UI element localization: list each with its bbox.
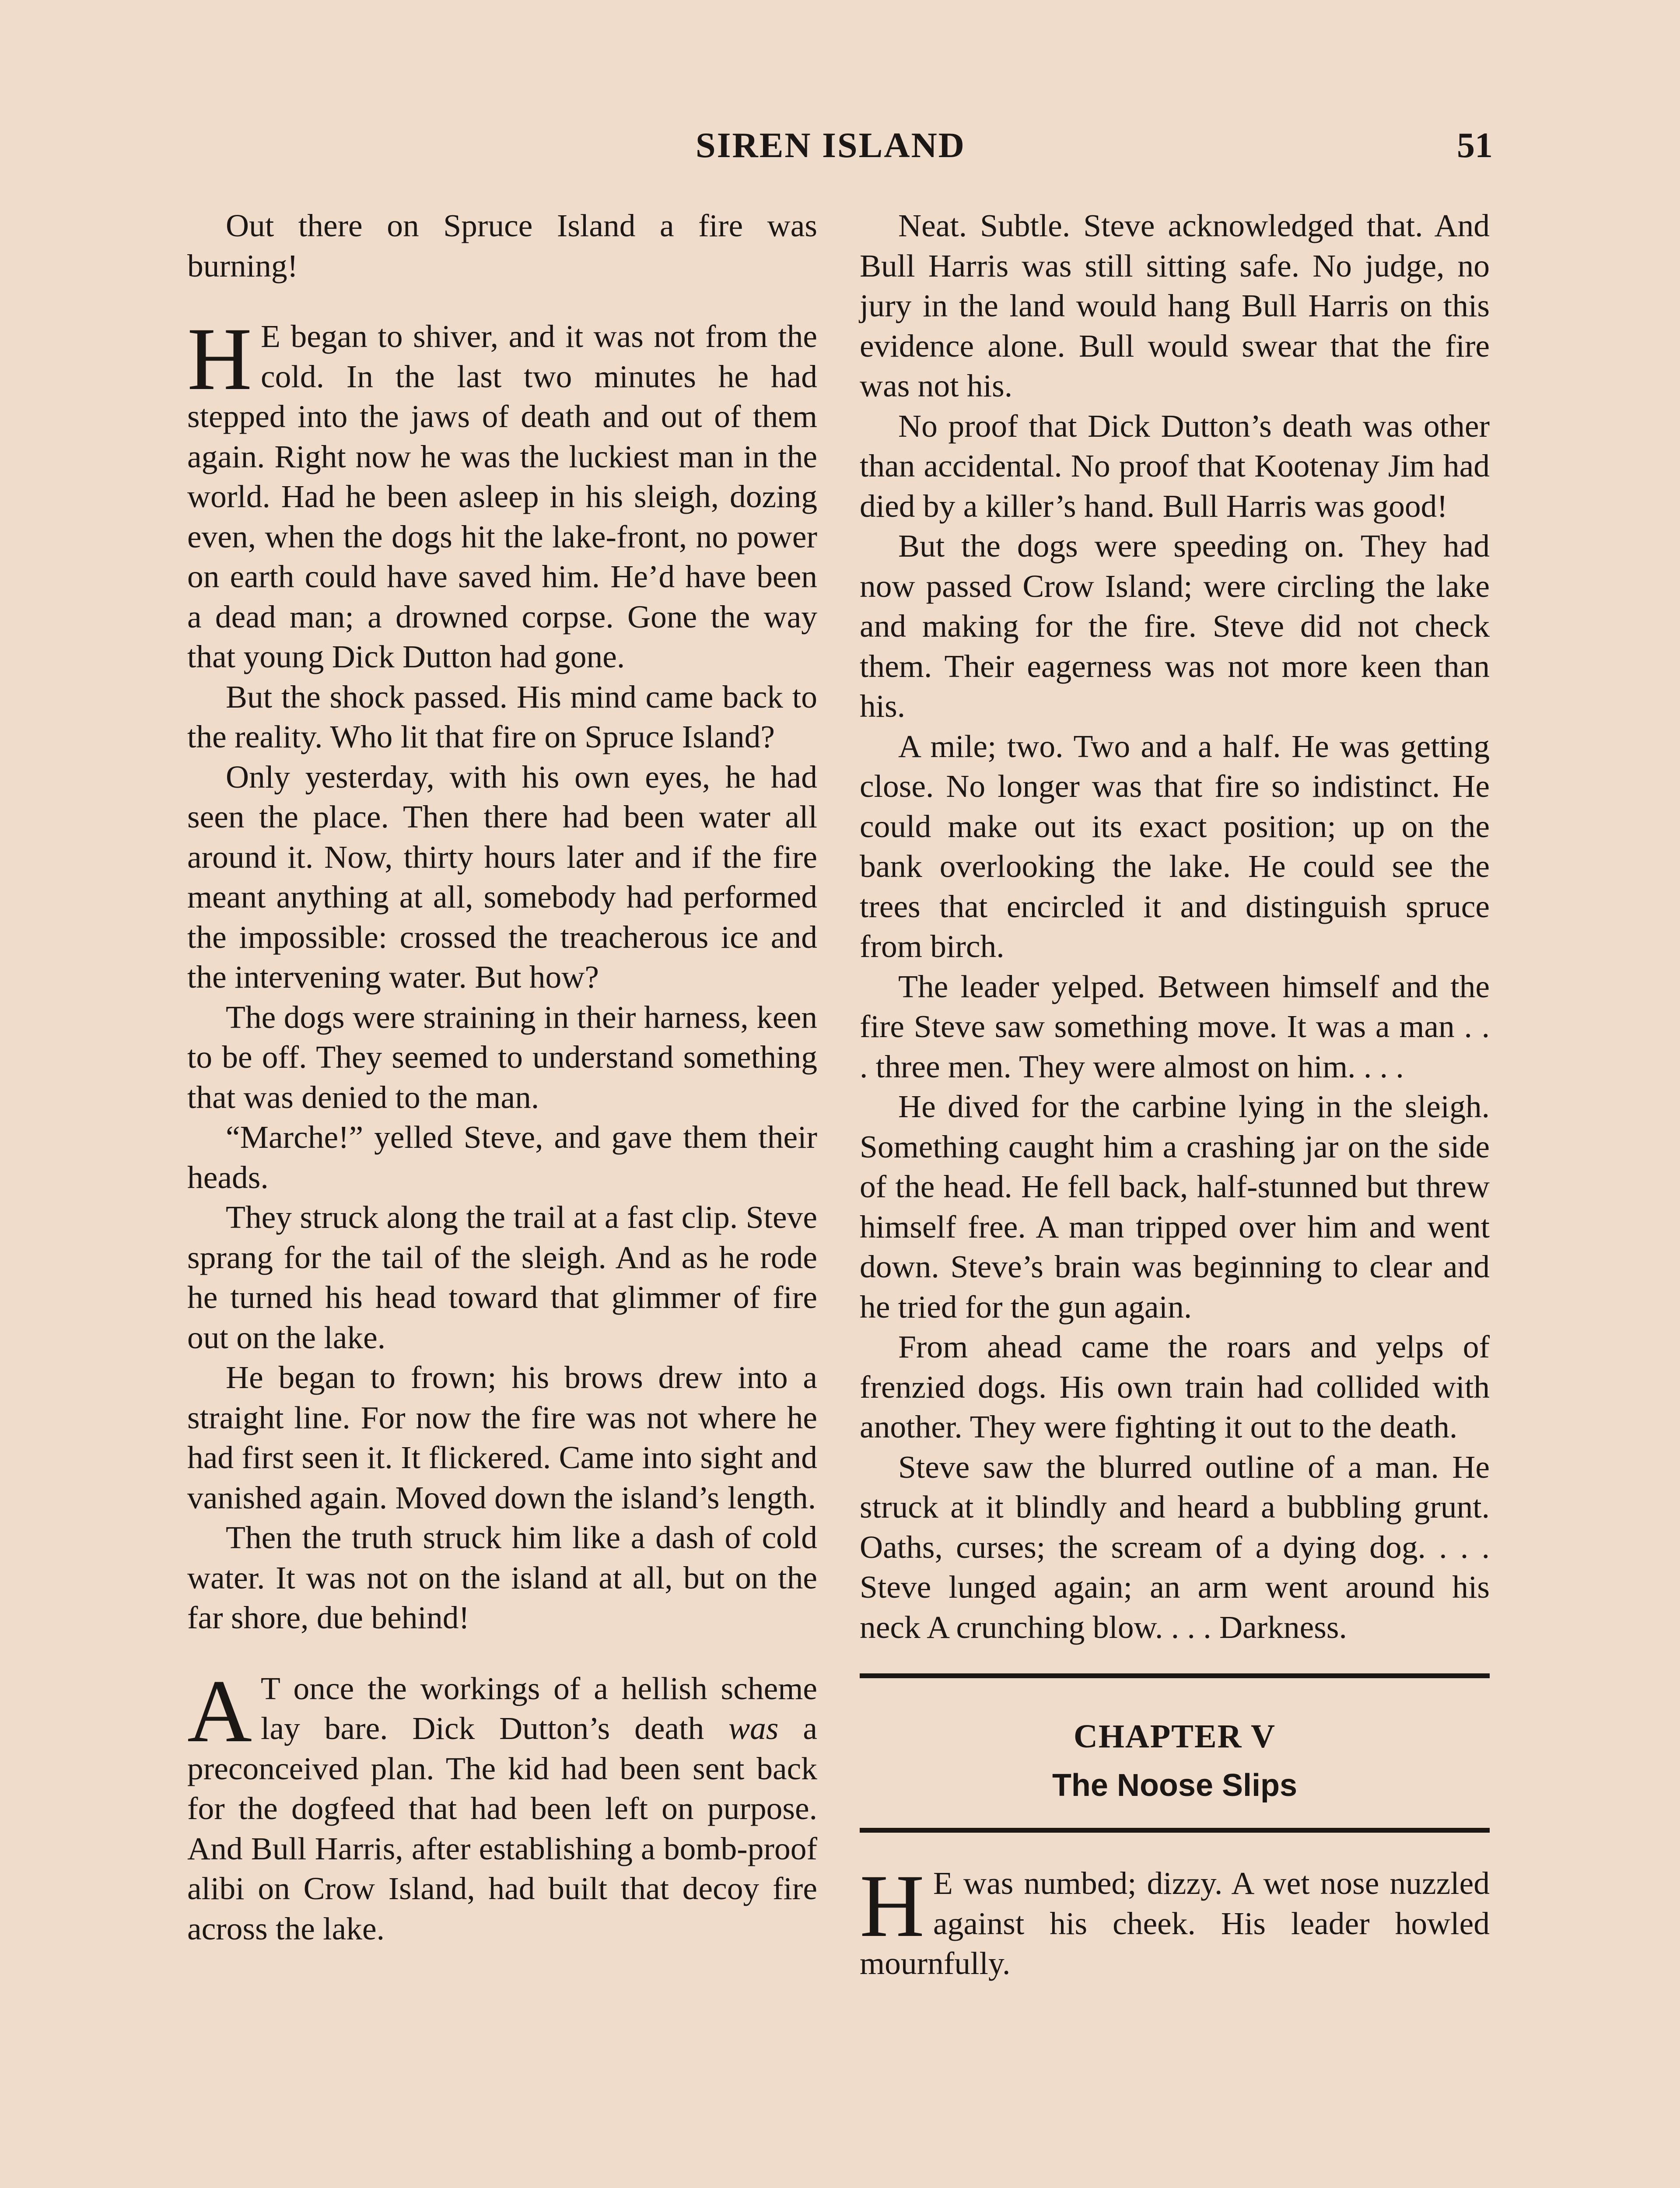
paragraph: From ahead came the roars and yelps of frenzied dogs. His own train had collided with another. They were fighting it out to the death. xyxy=(860,1329,1490,1445)
paragraph: Steve saw the blurred outline of a man. He struck at it blindly and heard a bubbling grunt. Oaths, curses; the scream of a dying dog. . . . Steve lunged again; an arm went around his neck A crunching blow. . . . Darkness. xyxy=(860,1449,1490,1645)
chapter-rule-top xyxy=(860,1673,1490,1678)
paragraph: No proof that Dick Dutton’s death was other than accidental. No proof that Kootenay Jim had died by a killer’s hand. Bull Harris was good! xyxy=(860,408,1490,524)
italic-word: was xyxy=(728,1711,779,1746)
paragraph-text: E began to shiver, and it was not from the cold. In the last two minutes he had stepped into the jaws of death and out of them again. Right now he was the luckiest man in the world. Had he been asleep in his sleigh, dozing even, when the dogs hit the lake-front, no power on earth could have saved him. He’d have been a dead man; a drowned corpse. Gone the way that young Dick Dutton had gone. xyxy=(187,319,817,674)
drop-cap: H xyxy=(860,1856,925,1956)
paragraph: “Marche!” yelled Steve, and gave them their heads. xyxy=(187,1119,817,1195)
paragraph: Out there on Spruce Island a fire was burning! xyxy=(187,208,817,284)
paragraph: But the shock passed. His mind came back to the reality. Who lit that fire on Spruce Island? xyxy=(187,679,817,754)
chapter-number: CHAPTER V xyxy=(1073,1718,1276,1755)
paragraph: Neat. Subtle. Steve acknowledged that. And Bull Harris was still sitting safe. No judge, no jury in the land would hang Bull Harris on this evidence alone. Bull would swear that the fire was not his. xyxy=(860,208,1490,403)
section-break xyxy=(187,286,817,316)
dropcap-paragraph xyxy=(187,309,817,677)
dropcap-paragraph xyxy=(187,1661,817,1949)
paragraph: He began to frown; his brows drew into a straight line. For now the fire was not where he had first seen it. It flickered. Came into sight and vanished again. Moved down the island’s length. xyxy=(187,1360,817,1515)
right-column xyxy=(860,206,1490,1984)
paragraph: Only yesterday, with his own eyes, he had seen the place. Then there had been water all around it. Now, thirty hours later and if the fire meant anything at all, somebody had performed the impossible: crossed the treacherous ice and the intervening water. But how? xyxy=(187,759,817,995)
running-title: SIREN ISLAND xyxy=(696,125,966,165)
paragraph-text: E was numbed; dizzy. A wet nose nuzzled against his cheek. His leader howled mournfully. xyxy=(860,1865,1490,1981)
paragraph: But the dogs were speeding on. They had now passed Crow Island; were circling the lake and making for the fire. Steve did not check them. Their eagerness was not more keen than his. xyxy=(860,528,1490,724)
chapter-title: The Noose Slips xyxy=(1052,1768,1298,1803)
paragraph-text: a preconceived plan. The kid had been sent back for the dogfeed that had been left on purpose. And Bull Harris, after establishing a bomb-proof alibi on Crow Island, had built that decoy fire across the lake. xyxy=(187,1711,817,1946)
paragraph: The leader yelped. Between himself and the fire Steve saw something move. It was a man . . . three men. They were almost on him. . . . xyxy=(860,968,1490,1084)
left-column xyxy=(187,206,817,1949)
page-number: 51 xyxy=(1457,125,1493,165)
paragraph: Then the truth struck him like a dash of cold water. It was not on the island at all, but on the far shore, due behind! xyxy=(187,1520,817,1635)
chapter-rule-bottom xyxy=(860,1828,1490,1833)
paragraph: He dived for the carbine lying in the sleigh. Something caught him a crashing jar on the side of the head. He fell back, half-stunned but threw himself free. A man tripped over him and went down. Steve’s brain was beginning to clear and he tried for the gun again. xyxy=(860,1089,1490,1325)
drop-cap: A xyxy=(187,1661,252,1761)
paragraph: The dogs were straining in their harness, keen to be off. They seemed to understand something that was denied to the man. xyxy=(187,999,817,1115)
drop-cap: H xyxy=(187,309,252,409)
paragraph: They struck along the trail at a fast clip. Steve sprang for the tail of the sleigh. And as he rode he turned his head toward that glimmer of fire out on the lake. xyxy=(187,1199,817,1355)
dropcap-paragraph xyxy=(860,1856,1490,1984)
section-break xyxy=(187,1638,817,1669)
paragraph-text: T once the workings of a hellish scheme lay bare. Dick Dutton’s death xyxy=(261,1670,817,1746)
running-head xyxy=(0,125,1680,168)
paragraph: A mile; two. Two and a half. He was getting close. No longer was that fire so indistinct. He could make out its exact position; up on the bank overlooking the lake. He could see the trees that encircled it and distinguish spruce from birch. xyxy=(860,728,1490,964)
